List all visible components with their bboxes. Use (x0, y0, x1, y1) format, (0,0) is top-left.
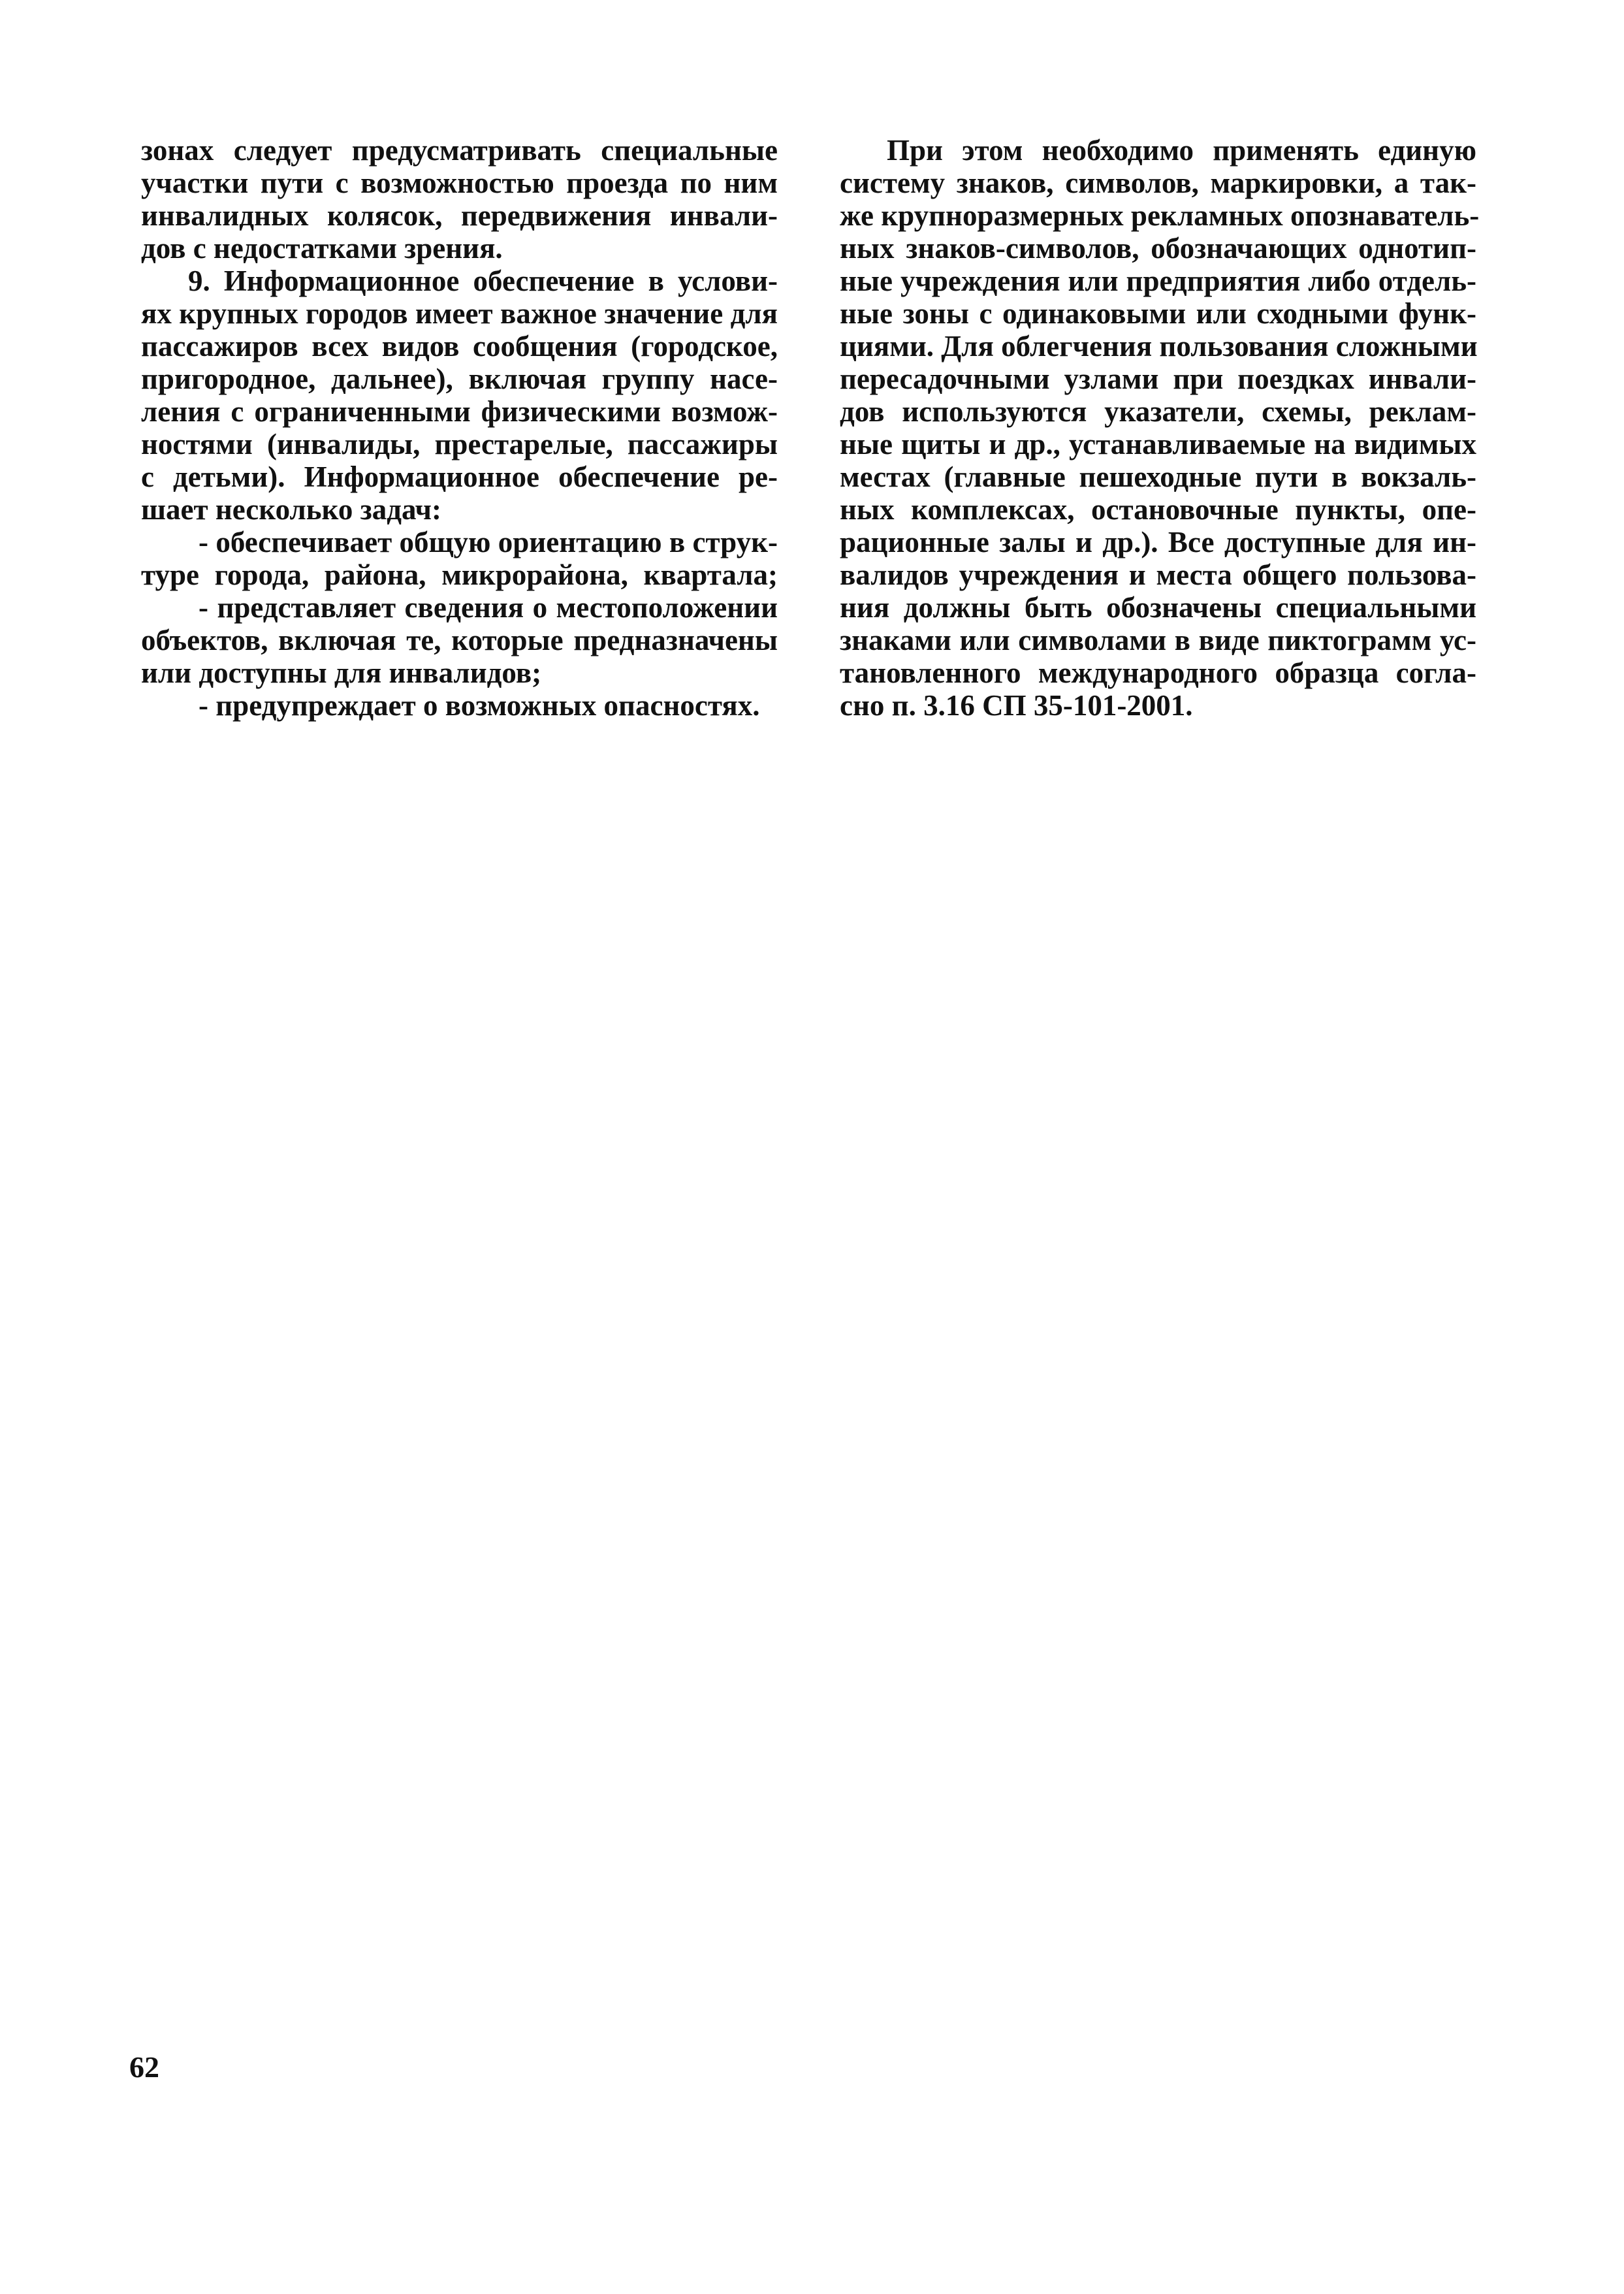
text-line: зонах следует предусматривать специальные (141, 134, 778, 167)
text-line: сно п. 3.16 СП 35-101-2001. (840, 689, 1193, 722)
text-line: пассажиров всех видов сообщения (городское, (141, 330, 778, 363)
text-line: местах (главные пешеходные пути в вокзаль- (840, 460, 1476, 493)
text-line: объектов, включая те, которые предназначены (141, 624, 778, 656)
text-column-left (141, 134, 778, 722)
text-line: - представляет сведения о местоположении (199, 591, 778, 624)
text-line: дов используются указатели, схемы, реклам- (840, 395, 1476, 428)
text-line: систему знаков, символов, маркировки, а так- (840, 167, 1476, 199)
text-line: знаками или символами в виде пиктограмм ус- (840, 624, 1476, 656)
text-line: инвалидных колясок, передвижения инвали- (141, 199, 778, 232)
text-line: ях крупных городов имеет важное значение для (141, 297, 778, 330)
text-line: ные учреждения или предприятия либо отдель- (840, 265, 1476, 297)
text-line: При этом необходимо применять единую (887, 134, 1476, 167)
text-line: шает несколько задач: (141, 493, 442, 526)
text-line: тановленного международного образца согла- (840, 656, 1476, 689)
text-line: пригородное, дальнее), включая группу насе- (141, 363, 778, 395)
text-line: с детьми). Информационное обеспечение ре- (141, 460, 778, 493)
text-line: валидов учреждения и места общего пользова- (840, 558, 1476, 591)
text-line: пересадочными узлами при поездках инвали- (840, 363, 1476, 395)
text-line: ностями (инвалиды, престарелые, пассажиры (141, 428, 778, 460)
page-number: 62 (129, 2050, 159, 2084)
text-column-right (840, 134, 1480, 722)
text-line: ных знаков-символов, обозначающих однотип- (840, 232, 1476, 265)
text-line: циями. Для облегчения пользования сложными (840, 330, 1478, 363)
text-line: участки пути с возможностью проезда по ним (141, 167, 778, 199)
text-line: рационные залы и др.). Все доступные для ин- (840, 526, 1476, 558)
text-line: или доступны для инвалидов; (141, 656, 542, 689)
text-line: - предупреждает о возможных опасностях. (199, 689, 760, 722)
text-line: же крупноразмерных рекламных опознаватель- (840, 199, 1480, 232)
text-line: 9. Информационное обеспечение в услови- (188, 265, 778, 297)
text-line: - обеспечивает общую ориентацию в струк- (199, 526, 778, 558)
text-line: дов с недостатками зрения. (141, 232, 503, 265)
text-line: ния должны быть обозначены специальными (840, 591, 1476, 624)
text-line: туре города, района, микрорайона, квартала; (141, 558, 778, 591)
text-line: ления с ограниченными физическими возмож- (141, 395, 778, 428)
text-line: ные щиты и др., устанавливаемые на видимых (840, 428, 1476, 460)
text-line: ных комплексах, остановочные пункты, опе- (840, 493, 1476, 526)
text-line: ные зоны с одинаковыми или сходными функ- (840, 297, 1476, 330)
